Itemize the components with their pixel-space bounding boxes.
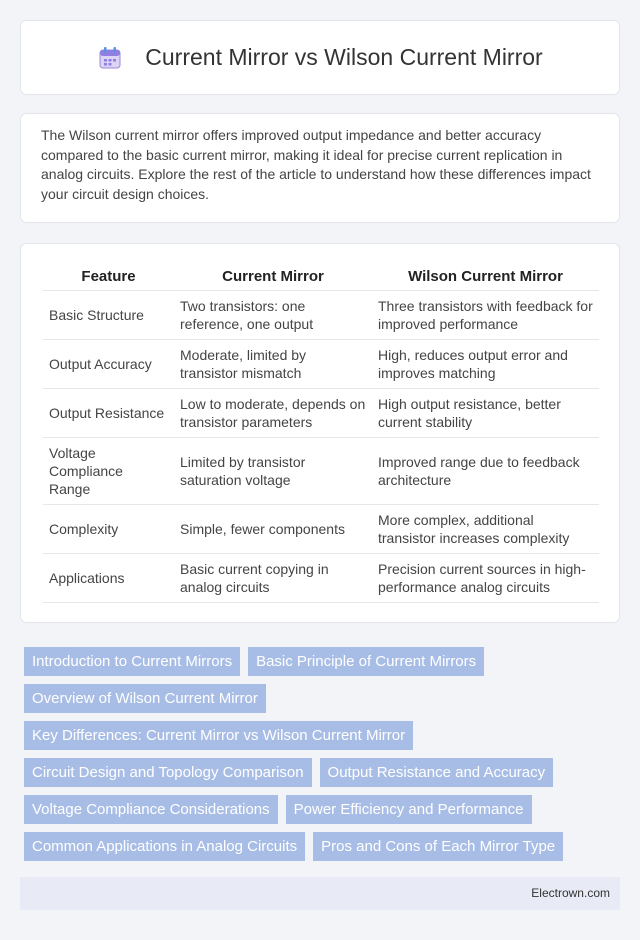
intro-paragraph: The Wilson current mirror offers improved output impedance and better accuracy compared to the basic current mirror, making it ideal for precise current replication in analog circuits. Explore the rest of the article to understand how these differences impact your circuit design choices. [41, 127, 591, 202]
table-row [43, 505, 599, 554]
table-row [43, 340, 599, 389]
tag-basic-principle[interactable]: Basic Principle of Current Mirrors [248, 647, 484, 676]
tag-introduction[interactable]: Introduction to Current Mirrors [24, 647, 240, 676]
table-row [43, 438, 599, 505]
wilson-cell: High, reduces output error and improves matching [372, 340, 599, 389]
comparison-table [43, 264, 599, 603]
tag-output-resistance[interactable]: Output Resistance and Accuracy [320, 758, 554, 787]
feature-cell: Applications [43, 554, 174, 603]
table-row [43, 554, 599, 603]
footer [20, 877, 620, 910]
feature-cell: Complexity [43, 505, 174, 554]
tag-key-differences[interactable]: Key Differences: Current Mirror vs Wilson Current Mirror [24, 721, 413, 750]
tag-pros-cons[interactable]: Pros and Cons of Each Mirror Type [313, 832, 563, 861]
header-current-mirror: Current Mirror [174, 264, 372, 291]
tag-power-efficiency[interactable]: Power Efficiency and Performance [286, 795, 532, 824]
current-mirror-cell: Basic current copying in analog circuits [174, 554, 372, 603]
current-mirror-cell: Limited by transistor saturation voltage [174, 438, 372, 505]
feature-cell: Output Accuracy [43, 340, 174, 389]
topic-tags [24, 647, 614, 861]
wilson-cell: More complex, additional transistor increases complexity [372, 505, 599, 554]
tag-wilson-overview[interactable]: Overview of Wilson Current Mirror [24, 684, 266, 713]
intro-card [20, 113, 620, 223]
wilson-cell: High output resistance, better current stability [372, 389, 599, 438]
table-row [43, 389, 599, 438]
current-mirror-cell: Two transistors: one reference, one output [174, 291, 372, 340]
feature-cell: Voltage Compliance Range [43, 438, 174, 505]
calendar-icon [97, 45, 123, 71]
header-feature: Feature [43, 264, 174, 291]
wilson-cell: Improved range due to feedback architecture [372, 438, 599, 505]
comparison-table-card [20, 243, 620, 623]
page-title: Current Mirror vs Wilson Current Mirror [145, 44, 543, 70]
wilson-cell: Precision current sources in high-performance analog circuits [372, 554, 599, 603]
table-header-row [43, 264, 599, 291]
feature-cell: Output Resistance [43, 389, 174, 438]
wilson-cell: Three transistors with feedback for improved performance [372, 291, 599, 340]
tag-voltage-compliance[interactable]: Voltage Compliance Considerations [24, 795, 278, 824]
current-mirror-cell: Moderate, limited by transistor mismatch [174, 340, 372, 389]
title-card [20, 20, 620, 95]
feature-cell: Basic Structure [43, 291, 174, 340]
current-mirror-cell: Simple, fewer components [174, 505, 372, 554]
current-mirror-cell: Low to moderate, depends on transistor parameters [174, 389, 372, 438]
tag-circuit-design[interactable]: Circuit Design and Topology Comparison [24, 758, 312, 787]
header-wilson-current-mirror: Wilson Current Mirror [372, 264, 599, 291]
footer-site-name[interactable]: Electrown.com [531, 886, 610, 900]
tag-common-applications[interactable]: Common Applications in Analog Circuits [24, 832, 305, 861]
table-row [43, 291, 599, 340]
